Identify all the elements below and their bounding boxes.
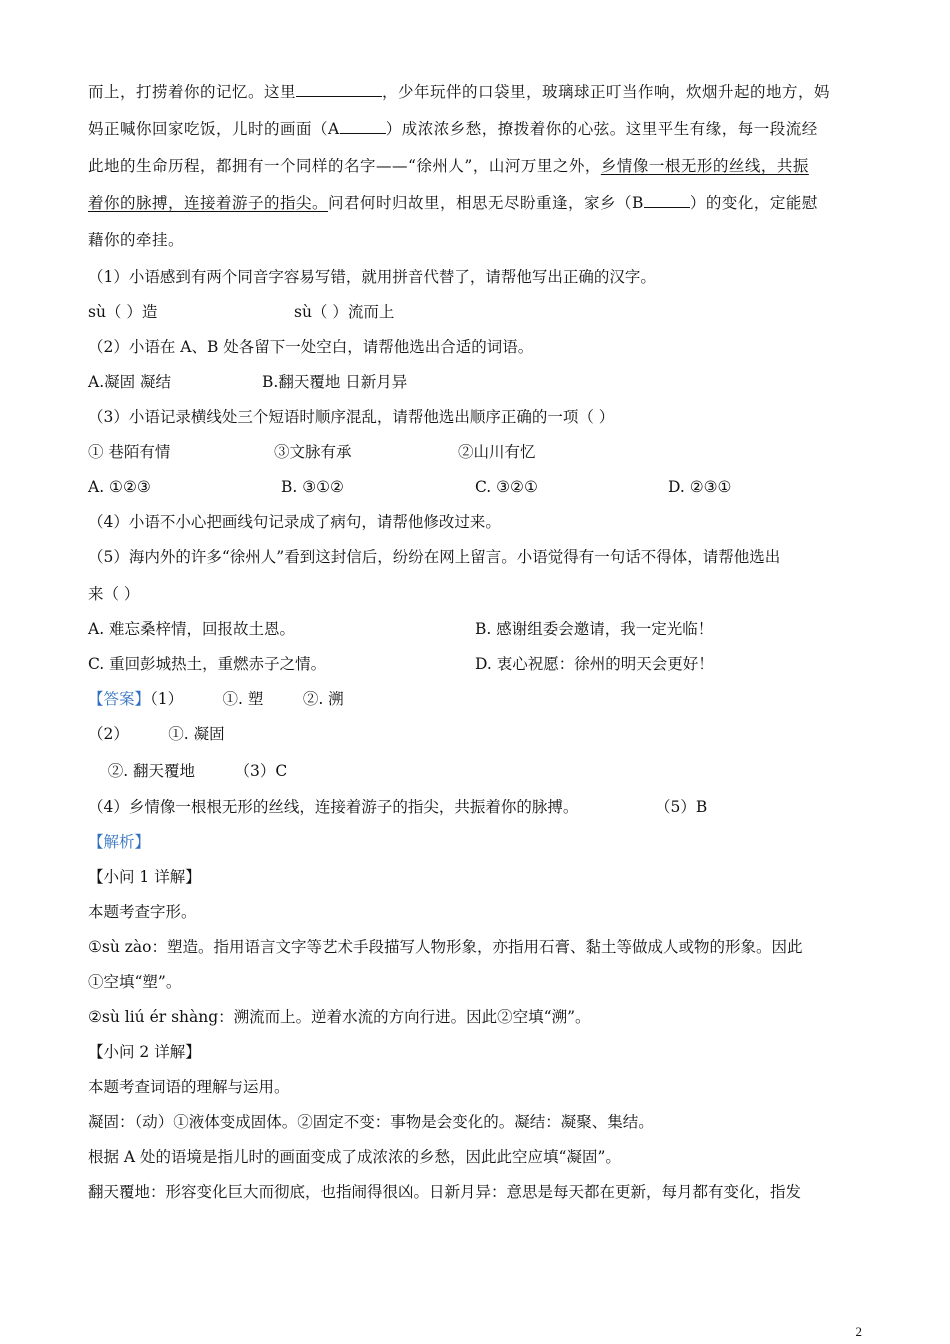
analysis-text: 本题考查词语的理解与运用。 xyxy=(88,1078,290,1096)
answer-line-3: ②. 翻天覆地 （3）C xyxy=(88,762,288,780)
passage-text: ）成浓浓乡愁，撩拨着你的心弦。这里平生有缘，每一段流经 xyxy=(385,120,818,138)
fill-blank-b xyxy=(644,193,690,208)
question-5: （5）海内外的许多“徐州人”看到这封信后，纷纷在网上留言。小语觉得有一句话不得体，请帮他选出 xyxy=(88,548,781,566)
answer-line-1 xyxy=(88,688,344,710)
answer-tag: 【答案】 xyxy=(88,690,151,708)
q3-choice-c: C. ③②① xyxy=(475,478,538,496)
analysis-tag: 【解析】 xyxy=(88,833,151,851)
answer-text: （1） ①. 塑 ②. 溯 xyxy=(150,690,344,708)
q5-choice-c: C. 重回彭城热土，重燃赤子之情。 xyxy=(88,655,327,673)
q3-phrase-1: ① 巷陌有情 xyxy=(88,443,171,461)
question-5-cont: 来（ ） xyxy=(88,585,140,603)
underlined-sentence: 着你的脉搏，连接着游子的指尖。 xyxy=(88,194,329,212)
passage-text: ）的变化，定能慰 xyxy=(689,194,818,212)
q3-phrase-3: ③文脉有承 xyxy=(274,443,352,461)
q3-choice-b: B. ③①② xyxy=(281,478,344,496)
passage-text: 问君何时归故里，相思无尽盼重逢，家乡（B xyxy=(328,194,644,212)
underlined-sentence: 乡情像一根无形的丝线，共振 xyxy=(600,157,809,175)
analysis-text: 根据 A 处的语境是指儿时的画面变成了成浓浓的乡愁，因此此空应填“凝固”。 xyxy=(88,1148,621,1166)
question-1: （1）小语感到有两个同音字容易写错，就用拼音代替了，请帮他写出正确的汉字。 xyxy=(88,268,656,286)
q2-option-a: A.凝固 凝结 xyxy=(88,373,172,391)
passage-line-5: 藉你的牵挂。 xyxy=(88,231,185,249)
analysis-text: 翻天覆地：形容变化巨大而彻底，也指闹得很凶。日新月异：意思是每天都在更新，每月都有变化，指发 xyxy=(88,1183,802,1201)
passage-line-2 xyxy=(88,118,818,140)
q5-choice-b: B. 感谢组委会邀请，我一定光临！ xyxy=(475,620,714,638)
question-4: （4）小语不小心把画线句记录成了病句，请帮他修改过来。 xyxy=(88,513,501,531)
fill-blank-a xyxy=(340,119,386,134)
q3-phrase-2: ②山川有忆 xyxy=(458,443,536,461)
q1-option-a: sù（ ）造 xyxy=(88,303,158,321)
q1-option-b: sù（ ）流而上 xyxy=(294,303,395,321)
q5-choice-d: D. 衷心祝愿：徐州的明天会更好！ xyxy=(475,655,714,673)
passage-text: 此地的生命历程，都拥有一个同样的名字——“徐州人”，山河万里之外， xyxy=(88,157,601,175)
q3-choice-a: A. ①②③ xyxy=(88,478,151,496)
passage-line-3 xyxy=(88,155,809,177)
passage-line-1 xyxy=(88,81,830,103)
answer-line-2: （2） ①. 凝固 xyxy=(88,725,225,743)
sub-question-2-heading: 【小问 2 详解】 xyxy=(88,1043,201,1061)
passage-text: 妈正喊你回家吃饭，儿时的画面（A xyxy=(88,120,340,138)
fill-blank xyxy=(296,82,382,97)
analysis-text: 凝固：（动）①液体变成固体。②固定不变：事物是会变化的。凝结：凝聚、集结。 xyxy=(88,1113,654,1131)
passage-line-4 xyxy=(88,192,818,214)
analysis-text: ①sù zào：塑造。指用语言文字等艺术手段描写人物形象，亦指用石膏、黏土等做成人或物的形象。因此 xyxy=(88,938,803,956)
page-number: 2 xyxy=(855,1324,862,1339)
analysis-text: 本题考查字形。 xyxy=(88,903,197,921)
passage-text: 而上，打捞着你的记忆。这里 xyxy=(88,83,297,101)
q5-choice-a: A. 难忘桑梓情，回报故土恩。 xyxy=(88,620,296,638)
analysis-text: ①空填“塑”。 xyxy=(88,973,182,991)
analysis-text: ②sù liú ér shàng：溯流而上。逆着水流的方向行进。因此②空填“溯”。 xyxy=(88,1008,591,1026)
answer-line-4b: （5）B xyxy=(655,798,708,816)
q3-choice-d: D. ②③① xyxy=(668,478,732,496)
question-2: （2）小语在 A、B 处各留下一处空白，请帮他选出合适的词语。 xyxy=(88,338,534,356)
q2-option-b: B.翻天覆地 日新月异 xyxy=(262,373,408,391)
question-3: （3）小语记录横线处三个短语时顺序混乱，请帮他选出顺序正确的一项（ ） xyxy=(88,408,615,426)
passage-text: ，少年玩伴的口袋里，玻璃球正叮当作响，炊烟升起的地方，妈 xyxy=(382,83,831,101)
answer-line-4: （4）乡情像一根根无形的丝线，连接着游子的指尖，共振着你的脉搏。 xyxy=(88,798,579,816)
sub-question-1-heading: 【小问 1 详解】 xyxy=(88,868,201,886)
